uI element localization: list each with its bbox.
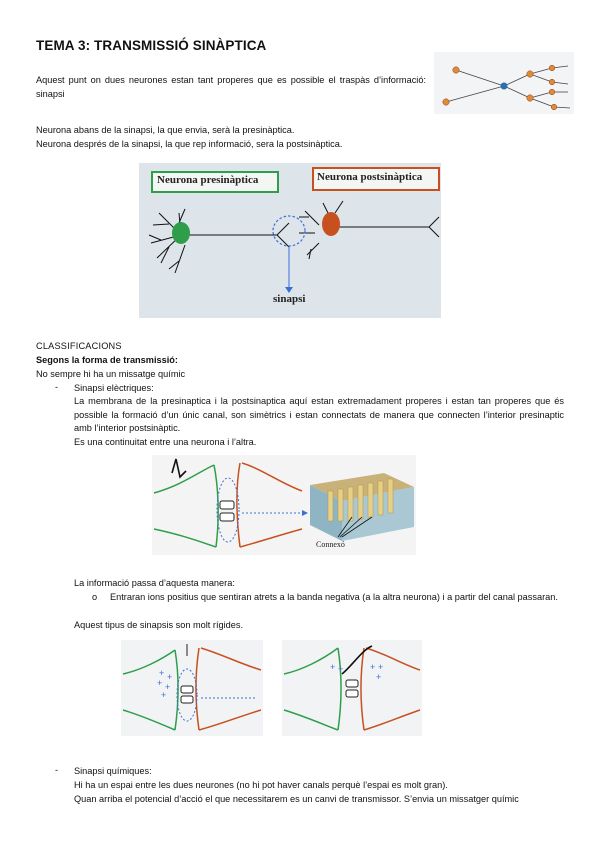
ion-flow-figure-left [121, 640, 263, 736]
page-title: TEMA 3: TRANSMISSIÓ SINÀPTICA [36, 38, 267, 53]
electric-synapse-title: Sinapsi elèctriques: [74, 383, 154, 393]
chemical-line-1: Hi ha un espai entre les dues neurones (no hi pot haver canals perquè l’espai es molt gran). [74, 780, 448, 790]
synapse-diagram [139, 163, 441, 318]
not-always-text: No sempre hi ha un missatge químic [36, 369, 186, 379]
info-flow-text: La informació passa d’aquesta manera: [74, 578, 235, 588]
svg-text:+: + [167, 672, 173, 682]
presynaptic-definition: Neurona abans de la sinapsi, la que envia, serà la presinàptica. [36, 125, 295, 135]
presynaptic-label: Neurona presinàptica [157, 174, 259, 186]
svg-text:+: + [378, 662, 384, 672]
classifications-heading: CLASSIFICACIONS [36, 341, 122, 351]
svg-text:+: + [159, 668, 165, 678]
neuron-network-figure [434, 52, 574, 114]
svg-text:+: + [165, 682, 171, 692]
intro-paragraph: Aquest punt on dues neurones estan tant properes que es possible el traspàs d’informació: sinapsi [36, 75, 426, 99]
electric-bullet: - [55, 382, 59, 392]
ions-text: Entraran ions positius que sentiran atrets a la banda negativa (a la altra neurona) i a partir del canal passaran. [110, 592, 558, 602]
by-transmission-heading: Segons la forma de transmissió: [36, 355, 178, 365]
ions-sub-bullet: o [92, 592, 98, 602]
svg-text:+: + [330, 662, 336, 672]
svg-text:+: + [157, 678, 163, 688]
synapse-label: sinapsi [273, 293, 306, 305]
chemical-bullet: - [55, 765, 59, 775]
svg-text:+: + [376, 672, 382, 682]
electric-description: La membrana de la presinaptica i la postsinaptica aquí estan extremadament properes i estan tan properes que és possible la formació d’un únic canal, son simètrics i estan connectats de manera que connecten l’interior presinaptic amb l’interior postsinàptic. [74, 396, 564, 433]
gap-junction-figure [152, 455, 416, 555]
svg-text:+: + [161, 690, 167, 700]
svg-text:+: + [338, 664, 344, 674]
ion-flow-figure-right [282, 640, 422, 736]
chemical-synapse-title: Sinapsi químiques: [74, 766, 152, 776]
rigid-text: Aquest tipus de sinapsis son molt rígides. [74, 620, 244, 630]
electric-continuity: Es una continuitat entre una neurona i l’altra. [74, 437, 257, 447]
postsynaptic-definition: Neurona després de la sinapsi, la que rep informació, sera la postsinàptica. [36, 139, 343, 149]
connexon-label: Connexó [316, 540, 345, 549]
svg-text:+: + [370, 662, 376, 672]
postsynaptic-label: Neurona postsinàptica [317, 171, 423, 183]
chemical-line-2: Quan arriba el potencial d’acció el que necessitarem es un canvi de transmissor. S’envia un missatger químic [74, 794, 519, 804]
